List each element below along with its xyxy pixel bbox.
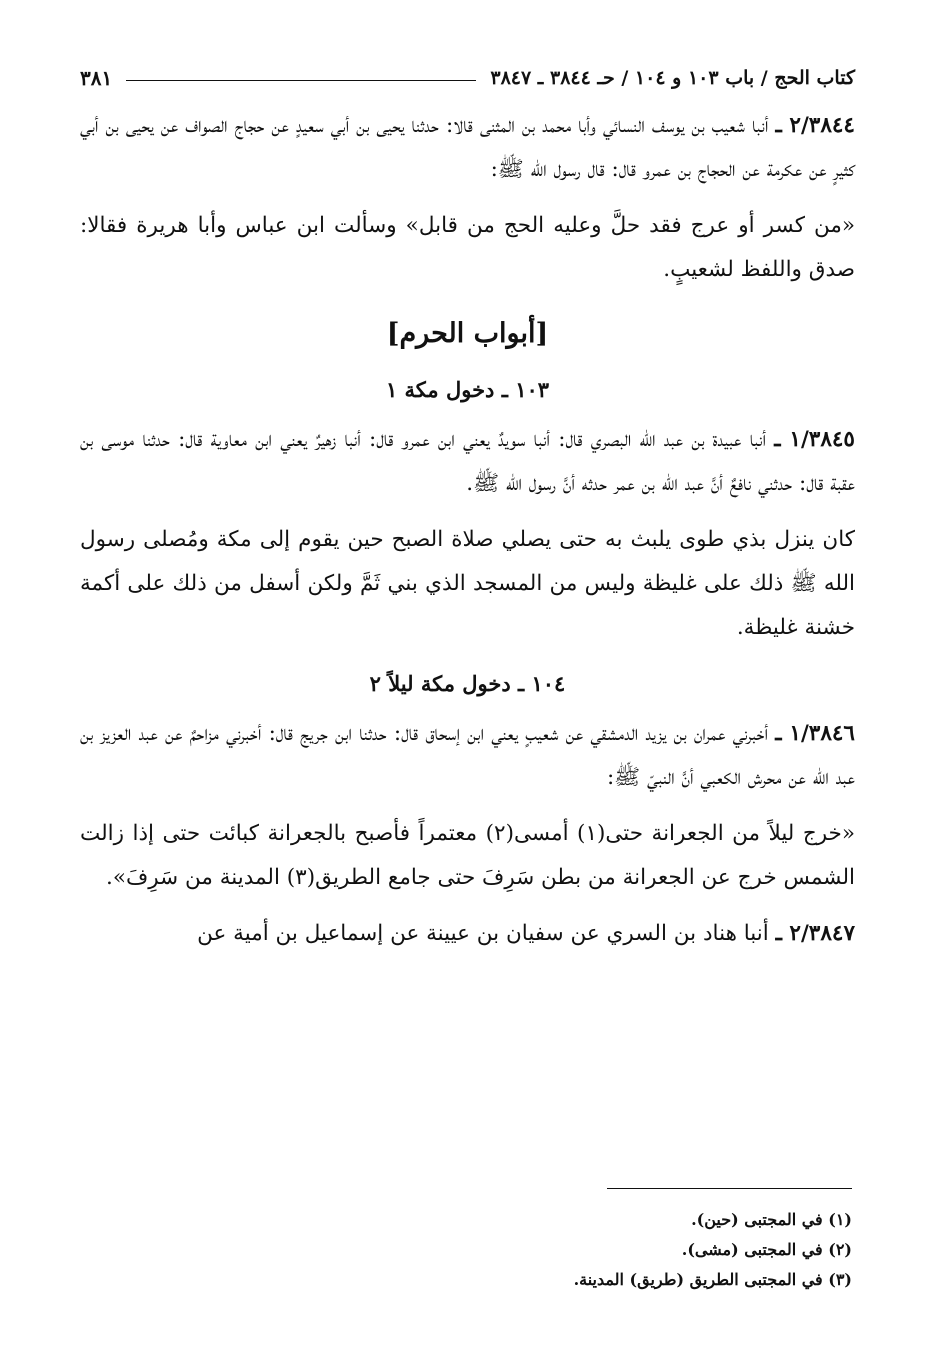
hadith-3846-matn (80, 812, 855, 900)
footnote-3: (٣) في المجتبى الطريق (طريق) المدينة. (573, 1270, 852, 1289)
chapter-103-title: ١٠٣ ـ دخول مكة ١ (385, 377, 550, 402)
hadith-number: ١/٣٨٤٦ ـ (775, 721, 855, 746)
footnote-1: (١) في المجتبى (حين). (691, 1210, 852, 1229)
hadith-3844-isnad (80, 104, 855, 192)
isnad-text: أنبا عبيدة بن عبد الله البصري قال: أنبا سويدٌ يعني ابن عمرو قال: أنبا زهيرٌ يعني ابن معاوية قال: حدثنا موسى بن عقبة قال: حدثني نافعٌ أنَّ عبد الله بن عمر حدثه أنَّ رسول الله ﷺ. (80, 427, 855, 496)
footnotes (252, 1205, 852, 1295)
hadith-3845-matn (80, 518, 855, 650)
isnad-text: أنبا هناد بن السري عن سفيان بن عيينة عن إسماعيل بن أمية عن (197, 921, 769, 946)
matn-text: «من كسر أو عرج فقد حلَّ وعليه الحج من قابل» وسألت ابن عباس وأبا هريرة فقالا: صدق واللفظ لشعيبٍ. (80, 213, 855, 282)
footnote-divider (607, 1188, 852, 1189)
hadith-number: ١/٣٨٤٥ ـ (774, 427, 855, 452)
hadith-3847-isnad (80, 912, 855, 956)
matn-text: كان ينزل بذي طوى يلبث به حتى يصلي صلاة الصبح حين يقوم إلى مكة ومُصلى رسول الله ﷺ ذلك على غليظة وليس من المسجد الذي بني ثَمَّ ولكن أسفل من ذلك على أكمة خشنة غليظة. (80, 527, 855, 640)
matn-text: «خرج ليلاً من الجعرانة حتى(١) أمسى(٢) معتمراً فأصبح بالجعرانة كبائت حتى إذا زالت الشمس خرج عن الجعرانة من بطن سَرِفَ حتى جامع الطريق(٣) المدينة من سَرِفَ». (80, 821, 856, 890)
hadith-number: ٢/٣٨٤٤ ـ (775, 113, 855, 138)
page-body (80, 58, 855, 956)
hadith-3845-isnad (80, 418, 855, 506)
header-rule (126, 80, 476, 81)
running-title: كتاب الحج / باب ١٠٣ و ١٠٤ / حـ ٣٨٤٤ ـ ٣٨٤٧ (490, 67, 855, 89)
page-number: ٣٨١ (80, 66, 113, 90)
isnad-text: أخبرني عمران بن يزيد الدمشقي عن شعيبٍ يعني ابن إسحاق قال: حدثنا ابن جريج قال: أخبرني مزاحمٌ عن عبد العزيز بن عبد الله عن محرش الكعبي أنَّ النبيّ ﷺ: (80, 721, 855, 790)
running-header (80, 58, 855, 98)
chapter-104-title: ١٠٤ ـ دخول مكة ليلاً ٢ (369, 671, 566, 696)
footnote-2: (٢) في المجتبى (مشى). (681, 1240, 852, 1259)
section-title: [أبواب الحرم] (386, 318, 549, 349)
hadith-number: ٢/٣٨٤٧ ـ (775, 921, 855, 946)
hadith-3844-matn (80, 204, 855, 292)
hadith-3846-isnad (80, 712, 855, 800)
isnad-text: أنبا شعيب بن يوسف النسائي وأبا محمد بن المثنى قالا: حدثنا يحيى بن أبي سعيدٍ عن حجاج الصواف عن يحيى بن أبي كثيرٍ عن عكرمة عن الحجاج بن عمرو قال: قال رسول الله ﷺ: (80, 113, 855, 182)
